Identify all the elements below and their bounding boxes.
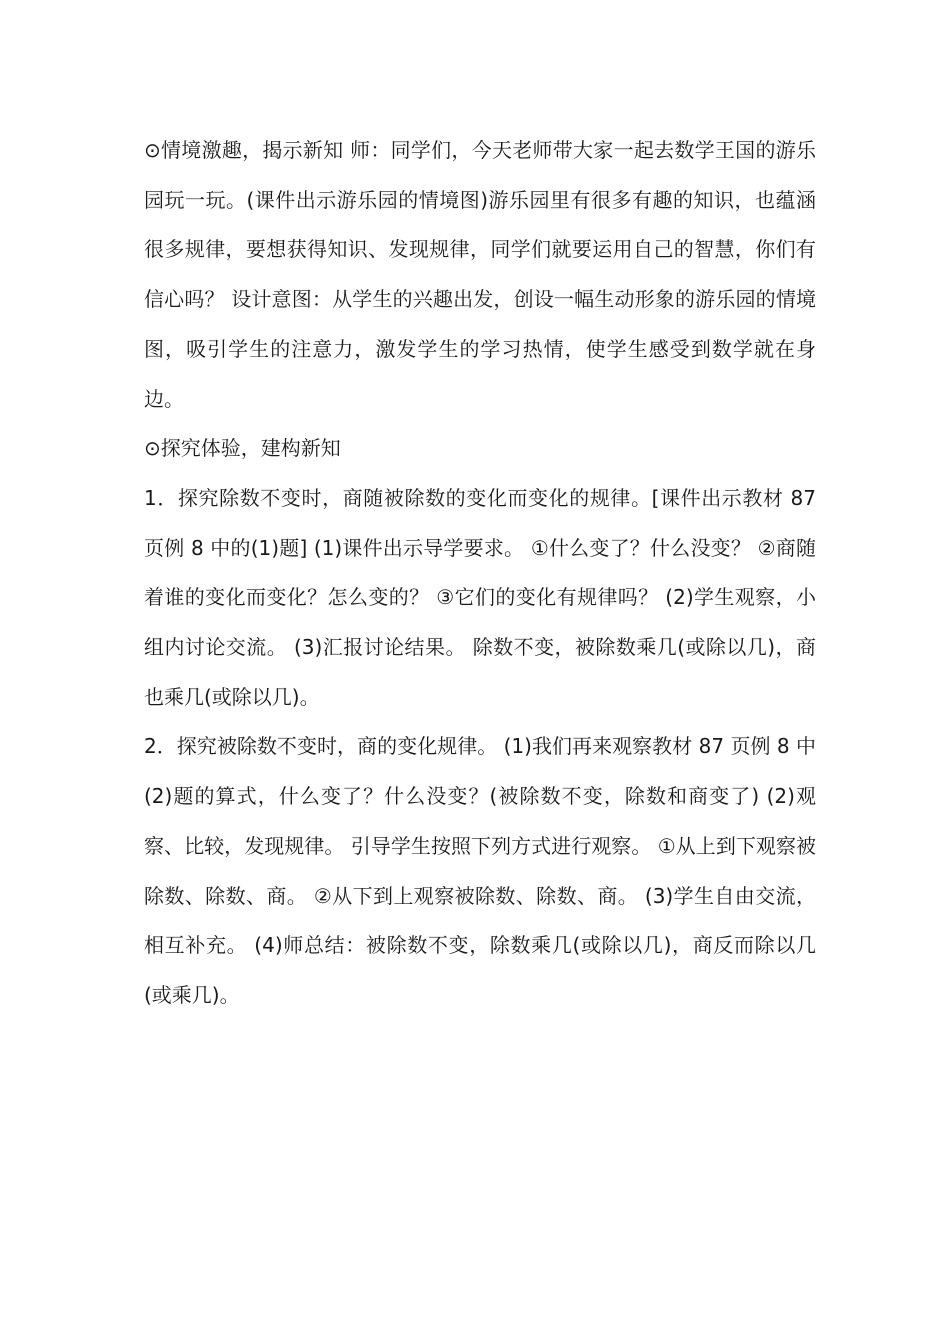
paragraph-section-heading: ⊙探究体验，建构新知: [144, 436, 341, 461]
document-body: [144, 126, 816, 1021]
paragraph-intro: ⊙情境激趣，揭示新知 师：同学们，今天老师带大家一起去数学王国的游乐园玩一玩。(课件出示游乐园的情境图)游乐园里有很多有趣的知识，也蕴涵很多规律，要想获得知识、发现规律，同学们就要运用自己的智慧，你们有信心吗？ 设计意图：从学生的兴趣出发，创设一幅生动形象的游乐园的情境图，吸引学生的注意力，激发学生的学习热情，使学生感受到数学就在身边。: [144, 138, 816, 411]
paragraph-step-2: 2．探究被除数不变时，商的变化规律。 (1)我们再来观察教材 87 页例 8 中(2)题的算式，什么变了？什么没变？(被除数不变，除数和商变了) (2)观察、比较，发现规律。 引导学生按照下列方式进行观察。 ①从上到下观察被除数、除数、商。 ②从下到上观察被除数、除数、商。 (3)学生自由交流，相互补充。 (4)师总结：被除数不变，除数乘几(或除以几)，商反而除以几(或乘几)。: [144, 734, 816, 1007]
paragraph-step-1: 1．探究除数不变时，商随被除数的变化而变化的规律。[课件出示教材 87 页例 8 中的(1)题] (1)课件出示导学要求。 ①什么变了？什么没变？ ②商随着谁的变化而变化？怎么变的？ ③它们的变化有规律吗？ (2)学生观察，小组内讨论交流。 (3)汇报讨论结果。 除数不变，被除数乘几(或除以几)，商也乘几(或除以几)。: [144, 485, 816, 709]
